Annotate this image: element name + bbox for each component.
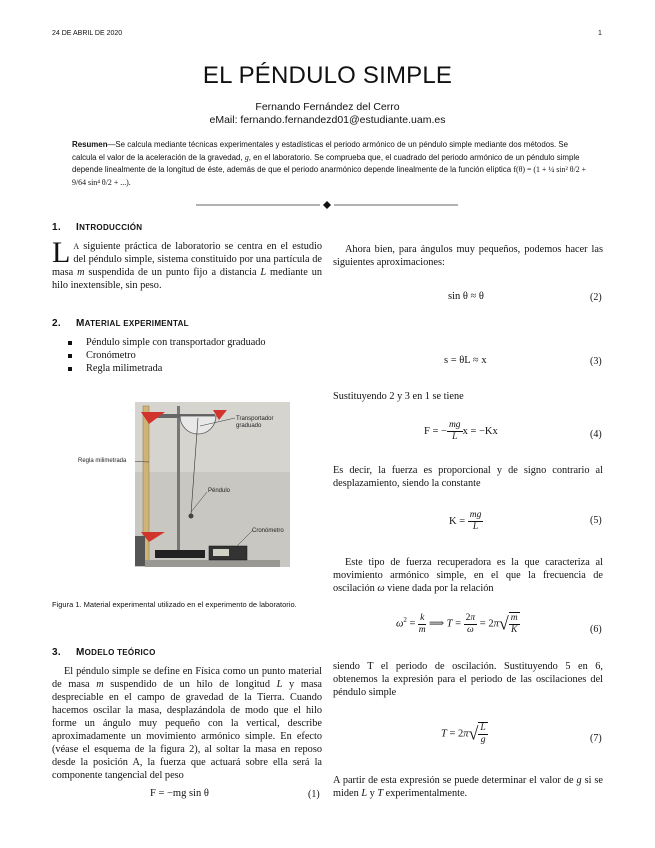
equation-6: $\omega^2$ = $\frac{k}{m}$ ⟹ T = $\frac{2\pi}{\omega}$ = 2π√ $\frac{m}{K}$: [396, 612, 518, 635]
label-pendulo: Péndulo: [208, 488, 231, 494]
list-item: Regla milimetrada: [68, 362, 318, 375]
page-number: 1: [598, 30, 602, 37]
equation-3: s = θL ≈ x: [444, 355, 487, 366]
paper-title: EL PÉNDULO SIMPLE: [202, 62, 453, 89]
abstract-text-2: , en el laboratorio. Se comprueba que, el cuadrado del periodo armónico de un péndulo simple depende linealmente de la longitud de éste, además de que el periodo anarmónico depende linealmente de la función elíptica: [72, 152, 580, 175]
list-item: Cronómetro: [68, 349, 318, 362]
equation-7: T = 2π√ $\frac{L}{g}$: [441, 723, 486, 745]
list-item: Péndulo simple con transportador graduado: [68, 336, 318, 349]
abstract: [72, 139, 590, 189]
equation-2-number: (2): [590, 292, 602, 303]
equation-1: F = −mg sin θ: [150, 788, 209, 799]
running-date: 24 DE ABRIL DE 2020: [52, 30, 123, 37]
abstract-dash: —: [107, 140, 116, 149]
equation-7-number: (7): [590, 733, 602, 744]
figure-caption: Figura 1. Material experimental utilizado en el experimento de laboratorio.: [52, 600, 297, 609]
section-heading-introduccion: 1. INTRODUCCIÓN: [52, 222, 143, 233]
figure-pointers: [135, 402, 295, 572]
approx-paragraph: Ahora bien, para ángulos muy pequeños, podemos hacer las siguientes aproximaciones:: [333, 244, 603, 268]
equation-5-number: (5): [590, 515, 602, 526]
abstract-formula: f(θ) = (1 + ¼ sin² θ/2 + 9/64 sin⁴ θ/2 + ...).: [72, 165, 587, 187]
drop-cap: L: [52, 236, 71, 269]
substitution-text: Sustituyendo 2 y 3 en 1 se tiene: [333, 391, 464, 402]
proportional-paragraph: Es decir, la fuerza es proporcional y de signo contrario al desplazamiento, siendo la constante: [333, 465, 603, 489]
author-name: Fernando Fernández del Cerro: [255, 101, 400, 113]
label-transportador: Transportador graduado: [236, 416, 274, 429]
label-cronometro: Cronómetro: [252, 528, 284, 534]
abstract-g: g: [244, 152, 249, 162]
abstract-label: Resumen: [72, 140, 108, 149]
equation-2: sin θ ≈ θ: [448, 291, 484, 302]
equation-4-number: (4): [590, 429, 602, 440]
section-divider: [196, 199, 458, 211]
equation-5: K = $\frac{mg}{L}$: [449, 510, 482, 532]
section-heading-modelo: 3. MODELO TEÓRICO: [52, 647, 156, 658]
equation-4: F = − $\frac{mg}{L}$ x = −Kx: [424, 420, 498, 442]
label-regla: Regla milimetrada: [78, 458, 127, 464]
author-email: eMail: fernando.fernandezd01@estudiante.uam.es: [209, 114, 446, 126]
shm-paragraph: Este tipo de fuerza recuperadora es la que caracteriza al movimiento armónico simple, en el que la frecuencia de oscilación ω viene dada por la relación: [333, 557, 603, 594]
diamond-icon: [323, 201, 331, 209]
period-paragraph: siendo T el periodo de oscilación. Sustituyendo 5 en 6, obtenemos la expresión para el periodo de las oscilaciones del péndulo simple: [333, 661, 603, 698]
section-heading-material: 2. MATERIAL EXPERIMENTAL: [52, 318, 189, 329]
abstract-text-1: Se calcula mediante técnicas experimentales y estadísticas el periodo armónico de un péndulo simple mediante dos métodos. Se calcula el valor de la aceleración de la gravedad,: [72, 140, 569, 162]
equation-6-number: (6): [590, 624, 602, 635]
equation-3-number: (3): [590, 356, 602, 367]
conclusion-paragraph: A partir de esta expresión se puede determinar el valor de g si se miden L y T experimentalmente.: [333, 775, 603, 799]
author-block: [0, 101, 655, 127]
equation-1-number: (1): [308, 789, 320, 800]
theory-paragraph: El péndulo simple se define en Física como un punto material de masa m suspendido de un hilo de longitud L y masa despreciable en el campo de gravedad de la Tierra. Cuando hacemos oscilar la masa, desplazándola de modo que el hilo forme un ángulo muy pequeño con la vertical, describe aproximadamente un movimiento armónico simple. En efecto (véase el esquema de la figura 2), al soltar la masa en reposo desde la posición A, la fuerza que actuará sobre ella será la componente tangencial del peso: [52, 666, 322, 781]
intro-paragraph: L A siguiente práctica de laboratorio se centra en el estudio del péndulo simple, sistema constituido por una partícula de masa m suspendida de un punto fijo a distancia L mediante un hilo inextensible, sin peso.: [52, 236, 322, 291]
materials-list: [68, 336, 318, 375]
